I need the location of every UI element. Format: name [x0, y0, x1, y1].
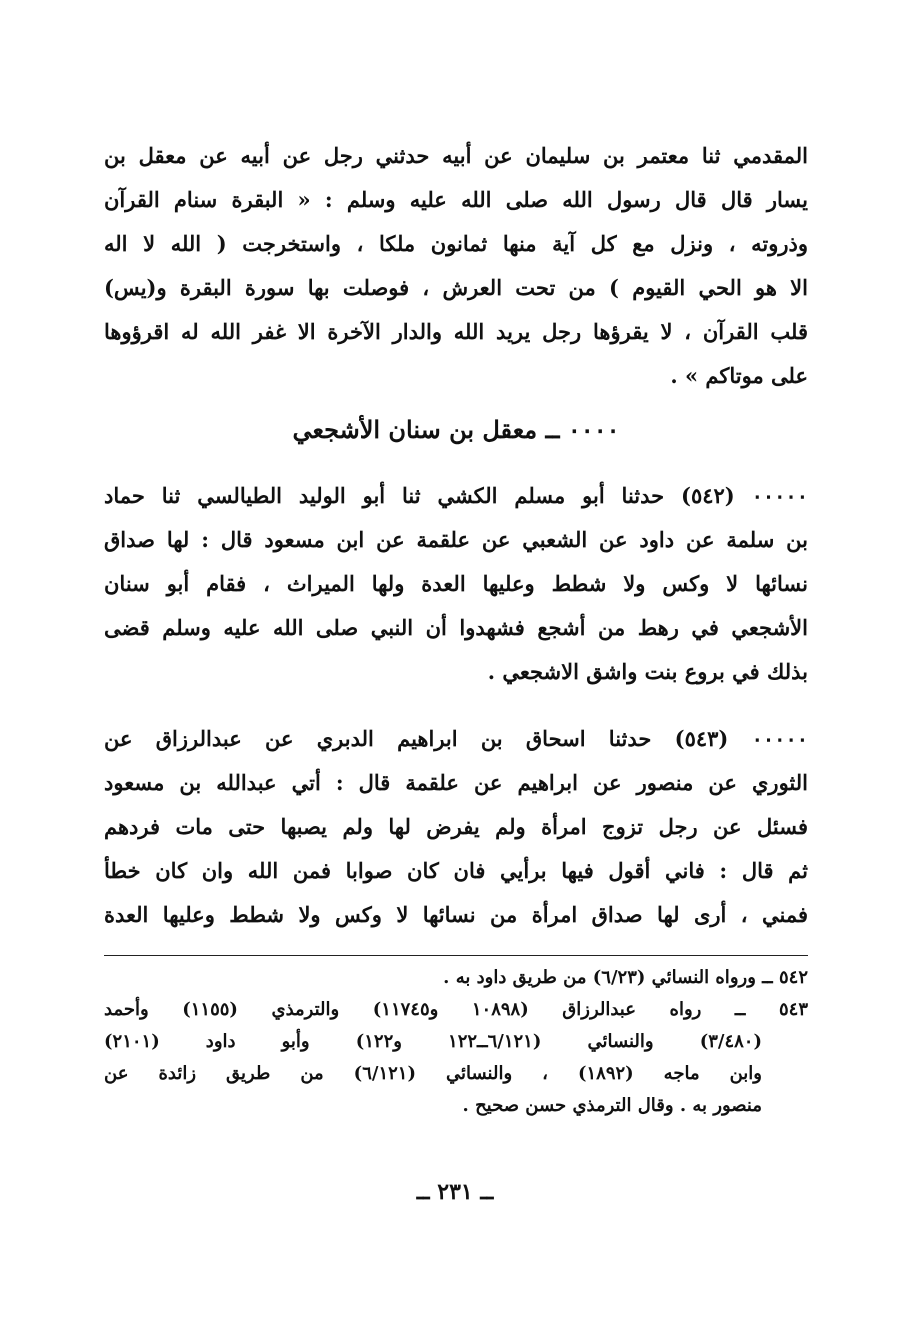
text-line: الثوري عن منصور عن ابراهيم عن علقمة قال : أتي عبدالله بن مسعود	[104, 770, 808, 795]
footnote-543-line: وابن ماجه (١٨٩٢) ، والنسائي (٦/١٢١) من طريق زائدة عن	[104, 1063, 762, 1084]
text-line: على موتاكم » .	[670, 363, 808, 388]
paragraph-hadith-541	[104, 134, 808, 398]
footnote-divider	[104, 955, 808, 956]
text-line: ٠٠٠٠٠ (٥٤٣) حدثنا اسحاق بن ابراهيم الدبري عن عبدالرزاق عن	[104, 726, 808, 751]
text-line: ٠٠٠٠٠ (٥٤٢) حدثنا أبو مسلم الكشي ثنا أبو الوليد الطيالسي ثنا حماد	[104, 483, 808, 508]
footnote-543: ٥٤٣ ــ رواه عبدالرزاق (١٠٨٩٨ و١١٧٤٥) والترمذي (١١٥٥) وأحمد	[104, 999, 808, 1020]
text-line: الأشجعي في رهط من أشجع فشهدوا أن النبي صلى الله عليه وسلم قضى	[104, 615, 808, 640]
footnote-542: ٥٤٢ ــ ورواه النسائي (٦/٢٣) من طريق داود به .	[443, 967, 808, 988]
text-line: فمني ، أرى لها صداق امرأة من نسائها لا وكس ولا شطط وعليها العدة	[104, 902, 808, 927]
paragraph-hadith-543	[104, 717, 808, 937]
footnote-543-line: منصور به . وقال الترمذي حسن صحيح .	[462, 1095, 762, 1116]
section-heading: ٠٠٠٠ ــ معقل بن سنان الأشجعي	[292, 415, 620, 444]
text-line: نسائها لا وكس ولا شطط وعليها العدة ولها الميراث ، فقام أبو سنان	[104, 571, 808, 596]
paragraph-hadith-542	[104, 474, 808, 694]
page-number: ــ ٢٣١ ــ	[416, 1179, 494, 1205]
text-line: وذروته ، ونزل مع كل آية منها ثمانون ملكا ، واستخرجت ( الله لا اله	[104, 231, 808, 256]
text-line: بن سلمة عن داود عن الشعبي عن علقمة عن ابن مسعود قال : لها صداق	[104, 527, 808, 552]
text-line: بذلك في بروع بنت واشق الاشجعي .	[487, 659, 808, 684]
footnotes	[104, 962, 808, 1122]
text-line: المقدمي ثنا معتمر بن سليمان عن أبيه حدثني رجل عن أبيه عن معقل بن	[104, 143, 808, 168]
text-line: فسئل عن رجل تزوج امرأة ولم يفرض لها ولم يصبها حتى مات فردهم	[104, 814, 808, 839]
text-line: الا هو الحي القيوم ) من تحت العرش ، فوصلت بها سورة البقرة و(يس)	[104, 275, 808, 300]
text-line: ثم قال : فاني أقول فيها برأيي فان كان صوابا فمن الله وان كان خطأ	[104, 858, 808, 883]
footnote-543-line: (٣/٤٨٠) والنسائي (٦/١٢١ــ١٢٢ و١٢٢) وأبو داود (٢١٠١)	[104, 1031, 762, 1052]
text-line: قلب القرآن ، لا يقرؤها رجل يريد الله والدار الآخرة الا غفر الله له اقرؤوها	[104, 319, 808, 344]
text-line: يسار قال قال رسول الله صلى الله عليه وسلم : « البقرة سنام القرآن	[104, 187, 808, 212]
